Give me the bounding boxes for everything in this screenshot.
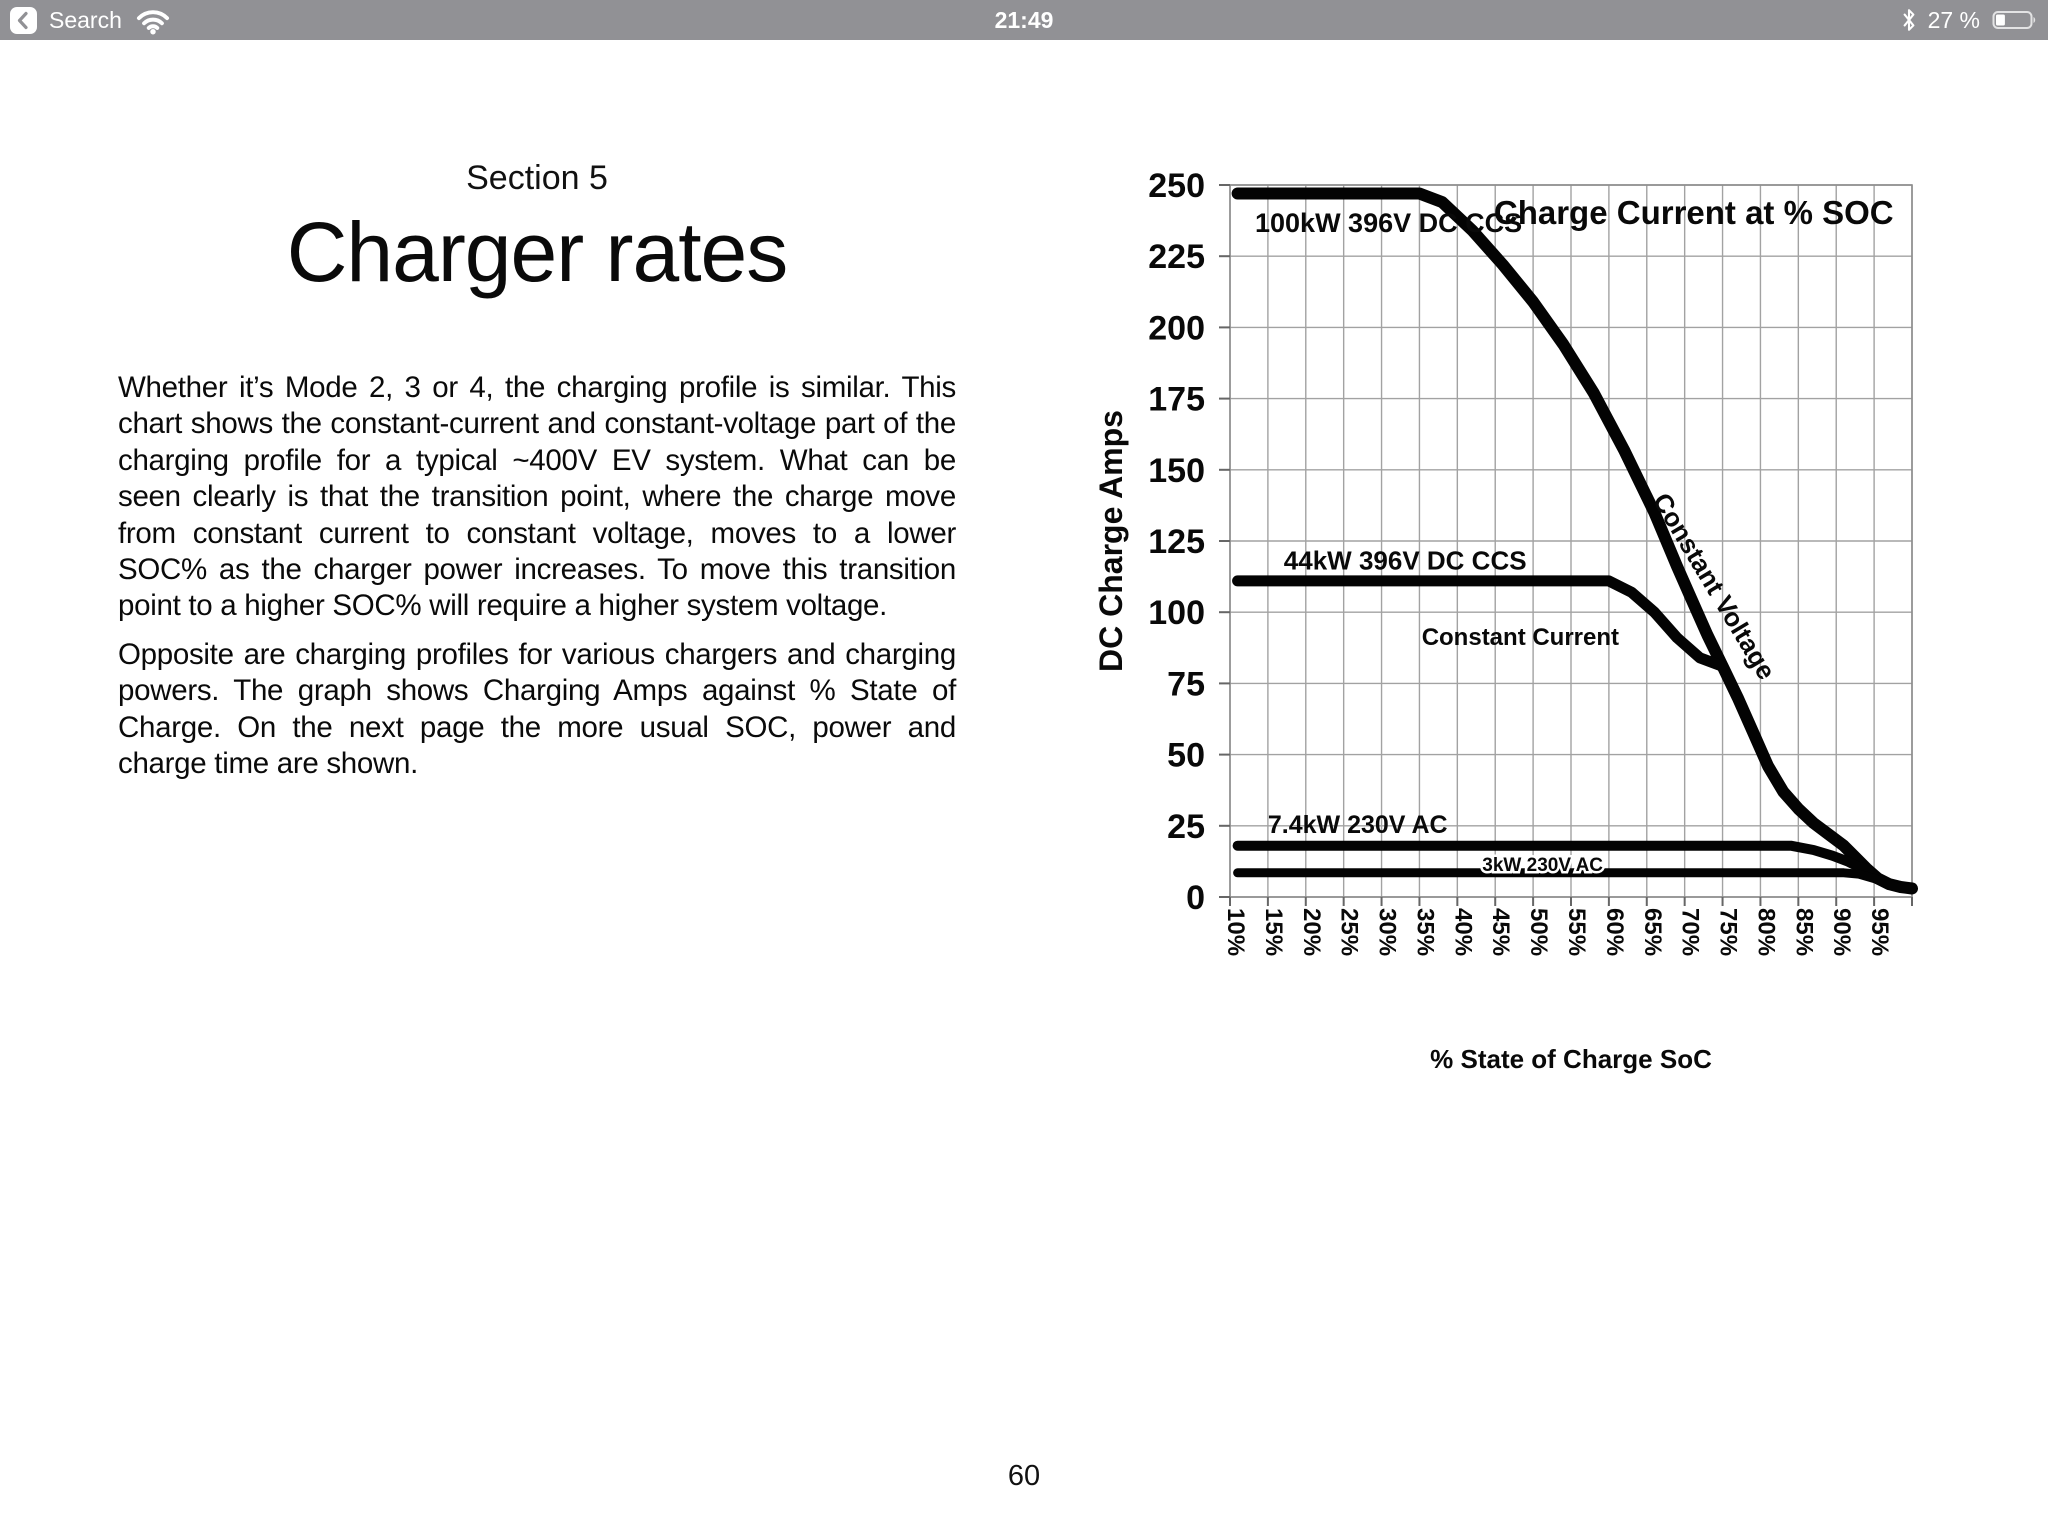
svg-text:100: 100 bbox=[1148, 594, 1205, 633]
svg-text:90%: 90% bbox=[1828, 908, 1856, 957]
battery-percent-label: 27 % bbox=[1927, 6, 1980, 33]
svg-text:95%: 95% bbox=[1866, 908, 1894, 957]
svg-text:Constant Current: Constant Current bbox=[1421, 624, 1620, 651]
svg-text:125: 125 bbox=[1148, 523, 1205, 561]
body-text bbox=[118, 370, 956, 794]
battery-icon bbox=[1992, 9, 2038, 31]
status-bar bbox=[0, 0, 2048, 40]
battery-nub bbox=[2034, 17, 2036, 23]
svg-text:75: 75 bbox=[1167, 665, 1205, 704]
section-label: Section 5 bbox=[466, 159, 608, 197]
svg-text:50%: 50% bbox=[1525, 908, 1553, 957]
page-number: 60 bbox=[1007, 1460, 1041, 1492]
wifi-icon bbox=[134, 5, 172, 35]
svg-text:10%: 10% bbox=[1222, 908, 1249, 957]
svg-text:7.4kW 230V AC: 7.4kW 230V AC bbox=[1267, 810, 1448, 839]
svg-text:55%: 55% bbox=[1563, 908, 1590, 957]
y-axis-title: DC Charge Amps bbox=[1093, 410, 1129, 672]
chart-annotations bbox=[1255, 208, 1782, 876]
paragraph-1: Whether it’s Mode 2, 3 or 4, the charging profile is similar. This chart shows the constant-current and constant-voltage part of the charging profile for a typical ~400V EV system. What can be seen clearly is that the transition point, where the charge move from constant current to constant voltage, moves to a lower SOC% as the charger power increases. To move this transition point to a higher SOC% will require a higher system voltage. bbox=[118, 371, 956, 623]
chart-gridlines bbox=[1230, 185, 1912, 897]
svg-text:0: 0 bbox=[1186, 879, 1205, 917]
back-chevron-icon bbox=[10, 7, 37, 34]
charge-current-chart bbox=[1040, 110, 1930, 1110]
svg-text:225: 225 bbox=[1148, 238, 1205, 277]
svg-text:75%: 75% bbox=[1714, 908, 1742, 957]
svg-text:20%: 20% bbox=[1297, 908, 1325, 957]
status-bar-clock: 21:49 bbox=[994, 6, 1054, 33]
x-tick-labels bbox=[1222, 908, 1893, 956]
page-title: Charger rates bbox=[286, 205, 788, 299]
svg-text:45%: 45% bbox=[1487, 908, 1515, 957]
svg-text:30%: 30% bbox=[1373, 908, 1401, 957]
paragraph-2: Opposite are charging profiles for various chargers and charging powers. The graph shows Charging Amps against % State of Charge. On the next page the more usual SOC, power and charge time are shown. bbox=[118, 637, 956, 781]
battery-fill bbox=[1996, 15, 2005, 26]
x-axis-title: % State of Charge SoC bbox=[1430, 1044, 1712, 1074]
svg-text:25: 25 bbox=[1167, 807, 1205, 846]
svg-text:175: 175 bbox=[1148, 380, 1205, 419]
svg-text:65%: 65% bbox=[1638, 908, 1666, 957]
svg-text:Constant Voltage: Constant Voltage bbox=[1646, 487, 1782, 685]
svg-text:35%: 35% bbox=[1411, 908, 1439, 957]
bluetooth-icon bbox=[1902, 8, 1916, 32]
chart-title: Charge Current at % SOC bbox=[1493, 194, 1894, 232]
svg-text:200: 200 bbox=[1148, 309, 1205, 348]
status-bar-right bbox=[1902, 7, 2038, 34]
svg-text:15%: 15% bbox=[1259, 908, 1287, 957]
svg-text:44kW 396V DC CCS: 44kW 396V DC CCS bbox=[1283, 545, 1527, 576]
back-label[interactable]: Search bbox=[49, 6, 122, 33]
svg-text:50: 50 bbox=[1167, 736, 1205, 775]
svg-text:100kW 396V DC CCS: 100kW 396V DC CCS bbox=[1255, 208, 1523, 238]
back-button[interactable] bbox=[10, 7, 37, 34]
svg-text:85%: 85% bbox=[1790, 908, 1818, 957]
svg-text:80%: 80% bbox=[1752, 908, 1780, 957]
svg-text:150: 150 bbox=[1148, 451, 1205, 490]
status-bar-left bbox=[10, 5, 172, 35]
y-tick-labels bbox=[1148, 167, 1205, 917]
svg-text:40%: 40% bbox=[1449, 908, 1477, 957]
svg-text:25%: 25% bbox=[1335, 908, 1363, 957]
svg-text:60%: 60% bbox=[1600, 908, 1628, 957]
svg-text:70%: 70% bbox=[1676, 908, 1704, 957]
svg-text:250: 250 bbox=[1148, 167, 1205, 205]
svg-text:3kW 230V AC: 3kW 230V AC bbox=[1482, 855, 1604, 877]
